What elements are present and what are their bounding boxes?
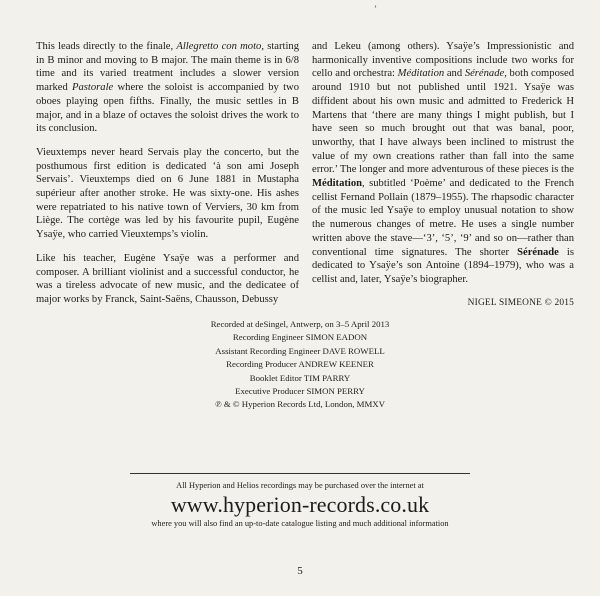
website-url[interactable]: www.hyperion-records.co.uk <box>170 492 430 517</box>
page-number: 5 <box>297 565 303 577</box>
credit-line: Executive Producer SIMON PERRY <box>235 386 365 397</box>
credit-line: Assistant Recording Engineer DAVE ROWELL <box>215 345 385 356</box>
author-signature: NIGEL SIMEONE © 2015 <box>467 297 574 308</box>
text-run: where the soloist is accompanied by two oboes playing open fifths. Finally, the music settles in B major, and in a blaze of octaves the soloist drives the work to its conclusion. <box>36 82 299 135</box>
recording-credits <box>0 318 600 412</box>
promo-text: All Hyperion and Helios recordings may be purchased over the internet at <box>176 481 424 490</box>
work-title: Sérénade <box>464 68 505 80</box>
pastorale-marking: Pastorale <box>72 82 114 94</box>
paragraph-ysaye: Like his teacher, Eugène Ysaÿe was a performer and composer. A brilliant violinist and a successful conductor, he was a tireless advocate of new music, and the dedicatee of major works by Franck, Saint-Saëns, Chausson, Debussy <box>36 252 299 305</box>
text-run: , starting in B minor and moving to B major. The main theme is in 6/8 time and its varied treatment includes a slower version marked <box>36 41 299 94</box>
text-run: is dedicated to Ysaÿe’s son Antoine (1894–1979), who was a cellist and, later, Ysaÿe’s biographer. <box>312 246 574 285</box>
text-run: and Lekeu (among others). Ysaÿe’s Impressionistic and harmonically inventive compositions include two works for cello and orchestra: <box>312 41 574 80</box>
paragraph-compositions <box>312 40 574 287</box>
divider-rule <box>130 473 470 474</box>
credit-line: Recording Engineer SIMON EADON <box>232 332 368 343</box>
promo-subtext: where you will also find an up-to-date catalogue listing and much additional information <box>151 519 449 528</box>
credit-line: Recording Producer ANDREW KEENER <box>226 359 374 370</box>
purchase-promo <box>0 480 600 529</box>
credit-line: Booklet Editor TIM PARRY <box>249 372 351 383</box>
work-title-bold: Sérénade <box>517 246 559 258</box>
paragraph-finale <box>36 40 299 136</box>
tempo-marking: Allegretto con moto <box>176 41 262 52</box>
text-run: and <box>444 68 465 80</box>
text-run: , subtitled ‘Poème’ and dedicated to the French cellist Fernand Pollain (1879–1955). The rhapsodic character of the music led Ysaÿe to employ unusual notation to show the numerous changes of metre. He uses a single number written above the stave—‘3’, ‘5’, ‘9’ and so on—rather than conventional time signatures. The shorter <box>312 178 574 258</box>
top-mark: ’ <box>374 4 377 14</box>
credit-line: Recorded at deSingel, Antwerp, on 3–5 April 2013 <box>210 319 390 329</box>
work-title-bold: Méditation <box>312 178 363 190</box>
left-column <box>36 40 299 317</box>
right-column <box>312 40 574 310</box>
copyright-line: ℗ & © Hyperion Records Ltd, London, MMXV <box>215 399 385 410</box>
text-run: This leads directly to the finale, <box>36 41 177 52</box>
work-title: Méditation <box>397 68 445 80</box>
text-run: , both composed around 1910 but not published until 1921. Ysaÿe was diffident about his own music and admitted to Frederick H Martens that ‘there are many things I might publish, but I have seen so much brought out that was banal, poor, unworthy, that I have always been inclined to mistrust the value of my own creations rather than fall into the same error.’ The longer and more adventurous of these pieces is the <box>312 68 575 176</box>
paragraph-servais: Vieuxtemps never heard Servais play the concerto, but the posthumous first edition is dedicated ‘à son ami Joseph Servais’. Vieuxtemps died on 6 June 1881 in Mustapha supérieur after another stroke. He was sixty-one. His ashes were repatriated to his native town of Verviers, 30 km from Liège. The cortège was led by his favourite pupil, Eugène Ysaÿe, who carried Vieuxtemps’s violin. <box>36 146 299 241</box>
